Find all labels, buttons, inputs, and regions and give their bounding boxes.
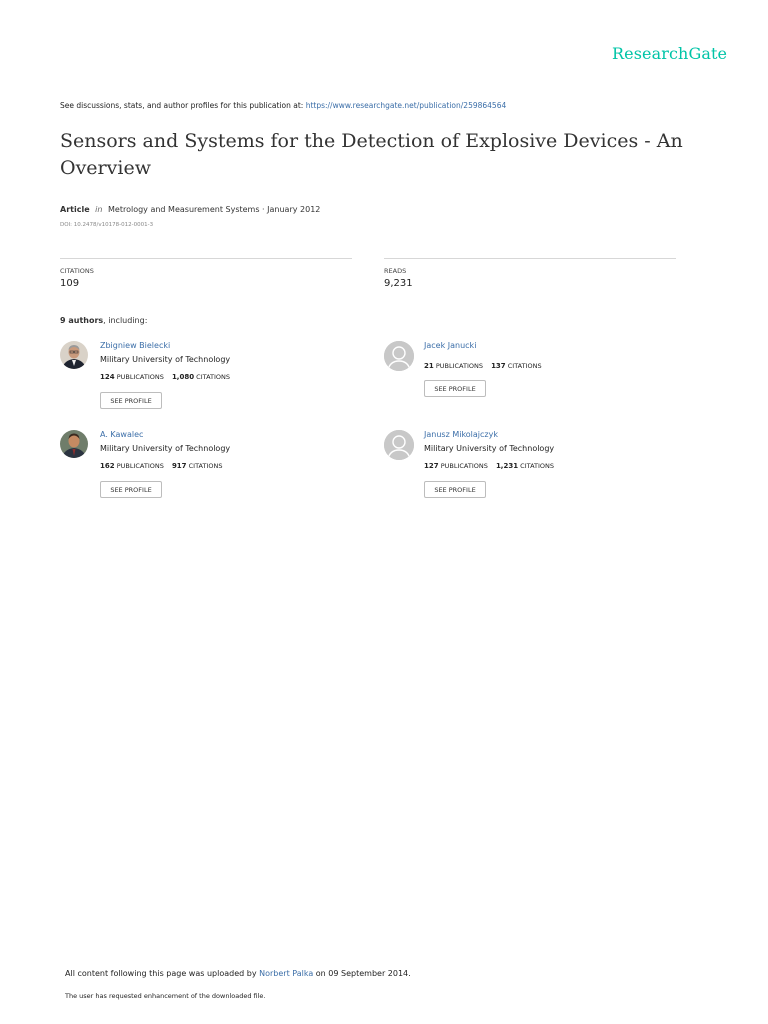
researchgate-logo[interactable]: ResearchGate (612, 44, 728, 63)
author-citations-count: 1,231 (495, 462, 519, 470)
author-publications-label: PUBLICATIONS (435, 362, 483, 370)
discussion-text: See discussions, stats, and author profiles for this publication at: (60, 101, 304, 110)
see-profile-button[interactable]: SEE PROFILE (100, 392, 162, 409)
publication-meta (60, 205, 320, 214)
author-citations-label: CITATIONS (507, 362, 542, 370)
author-citations-label: CITATIONS (188, 462, 223, 470)
author-publications-count: 127 (424, 462, 439, 470)
venue-date: Metrology and Measurement Systems · January 2012 (108, 205, 321, 214)
author-stats (424, 462, 560, 470)
author-affiliation: Military University of Technology (100, 444, 231, 453)
doi: DOI: 10.2478/v10178-012-0001-3 (60, 222, 154, 228)
upload-notice (65, 969, 411, 978)
author-publications-count: 162 (100, 462, 115, 470)
discussion-notice (60, 101, 506, 110)
author-stats (100, 373, 236, 381)
upload-prefix: All content following this page was uploaded by (65, 969, 257, 978)
author-citations-count: 137 (491, 362, 506, 370)
publication-title: Sensors and Systems for the Detection of Explosive Devices - An Overview (60, 130, 683, 179)
author-publications-label: PUBLICATIONS (116, 373, 164, 381)
see-profile-button[interactable]: SEE PROFILE (424, 380, 486, 397)
citations-value: 109 (60, 278, 80, 289)
authors-suffix: , including: (103, 316, 148, 325)
author-photo[interactable] (60, 430, 88, 458)
author-card (384, 430, 684, 500)
author-citations-label: CITATIONS (196, 373, 231, 381)
author-photo[interactable] (60, 341, 88, 369)
author-stats (424, 362, 548, 370)
author-name-link[interactable]: Janusz Mikolajczyk (424, 430, 498, 439)
uploader-link[interactable]: Norbert Palka (259, 969, 314, 978)
author-citations-label: CITATIONS (520, 462, 555, 470)
publication-type: Article (60, 205, 90, 214)
publication-url-link[interactable]: https://www.researchgate.net/publication/259864564 (305, 101, 507, 110)
reads-divider (384, 258, 676, 259)
author-card (60, 341, 360, 411)
see-profile-button[interactable]: SEE PROFILE (424, 481, 486, 498)
author-card (384, 341, 684, 411)
citations-divider (60, 258, 352, 259)
author-name-link[interactable]: Jacek Janucki (424, 341, 477, 350)
author-name-link[interactable]: A. Kawalec (100, 430, 144, 439)
upload-suffix: on 09 September 2014. (315, 969, 411, 978)
default-avatar-icon[interactable] (384, 341, 414, 371)
author-card (60, 430, 360, 500)
author-name-link[interactable]: Zbigniew Bielecki (100, 341, 171, 350)
author-publications-count: 21 (424, 362, 434, 370)
author-stats (100, 462, 229, 470)
default-avatar-icon[interactable] (384, 430, 414, 460)
authors-heading (60, 316, 147, 325)
authors-count: 9 authors (60, 316, 104, 325)
reads-value: 9,231 (384, 278, 413, 289)
in-word: in (95, 205, 103, 214)
enhancement-note: The user has requested enhancement of the downloaded file. (65, 992, 266, 1000)
reads-label: READS (384, 267, 407, 275)
author-affiliation: Military University of Technology (100, 355, 231, 364)
see-profile-button[interactable]: SEE PROFILE (100, 481, 162, 498)
author-affiliation: Military University of Technology (424, 444, 555, 453)
citations-label: CITATIONS (60, 267, 94, 275)
author-publications-label: PUBLICATIONS (440, 462, 488, 470)
author-citations-count: 1,080 (171, 373, 195, 381)
author-publications-count: 124 (100, 373, 115, 381)
author-citations-count: 917 (171, 462, 187, 470)
author-publications-label: PUBLICATIONS (116, 462, 164, 470)
